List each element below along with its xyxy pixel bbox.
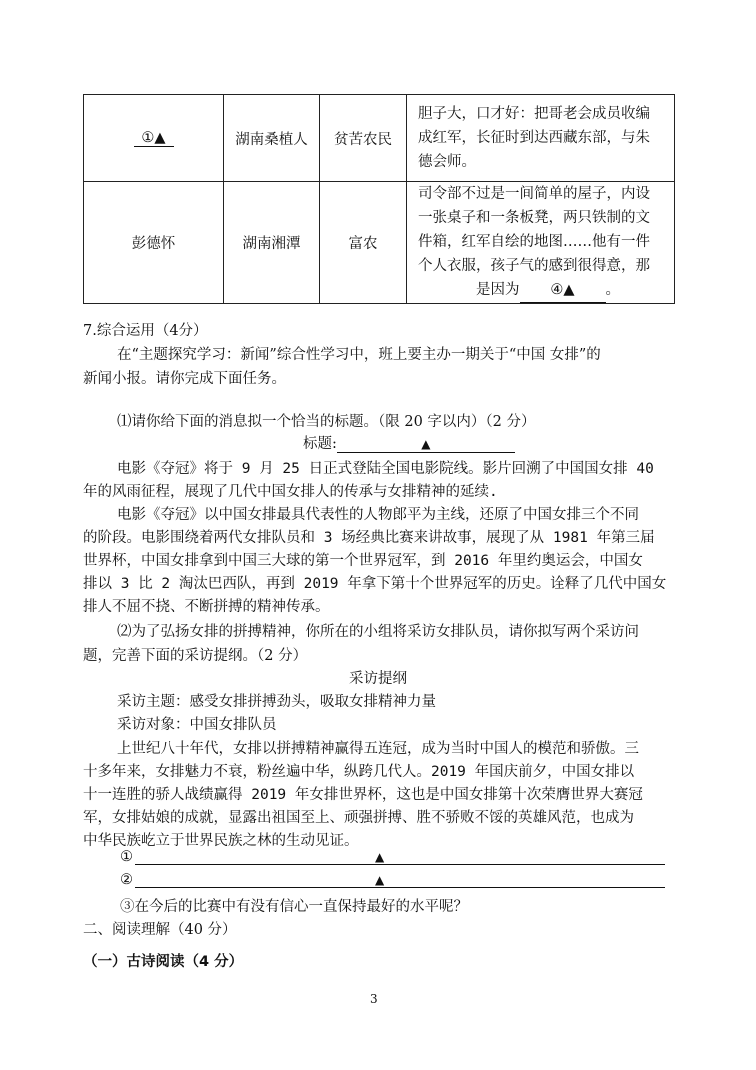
table-cell-name: ①▲ xyxy=(84,95,224,182)
news-paragraph-1: 电影《夺冠》将于 9 月 25 日正式登陆全国电影院线。影片回溯了中国国女排 40 xyxy=(117,461,654,477)
question-2-mark: ② xyxy=(120,872,133,888)
question-1-blank-mark: ▲ xyxy=(375,850,385,864)
news-paragraph-2: 电影《夺冠》以中国女排最具代表性的人物郎平为主线，还原了中国女排三个不同 xyxy=(117,507,639,523)
page-number: 3 xyxy=(370,992,378,1006)
task-1-prompt: ⑴请你给下面的消息拟一个恰当的标题。（限 20 字以内）（2 分） xyxy=(117,414,536,430)
question-2-blank-mark: ▲ xyxy=(375,873,385,887)
table-row xyxy=(84,95,675,182)
task-2-prompt-cont: 题，完善下面的采访提纲。（2 分） xyxy=(83,648,308,664)
question-7-intro: 在“主题探究学习：新闻”综合性学习中，班上要主办一期关于“中国 女排”的 xyxy=(117,347,601,363)
question-2-answer-line xyxy=(135,887,665,888)
table-cell-description: 司令部不过是一间简单的屋子，内设 一张桌子和一条板凳，两只铁制的文 件箱，红军自绘的地图……他有一件 个人衣服，孩子气的感到很得意，那 是因为 ④▲ 。 xyxy=(407,182,675,304)
question-1-mark: ① xyxy=(120,849,133,865)
news-paragraph-2-cont: 的阶段。电影围绕着两代女排队员和 3 场经典比赛来讲故事，展现了从 1981 年第三届 xyxy=(83,530,655,546)
news-paragraph-2-cont: 排人不屈不挠、不断拼搏的精神传承。 xyxy=(83,599,330,615)
table-cell-origin: 富农 xyxy=(320,182,407,304)
table-cell-hometown: 湖南桑植人 xyxy=(224,95,320,182)
background-paragraph-cont: 中华民族屹立于世界民族之林的生动见证。 xyxy=(83,833,359,849)
interview-theme: 采访主题：感受女排拼搏劲头，吸取女排精神力量 xyxy=(117,694,436,710)
interview-target: 采访对象：中国女排队员 xyxy=(117,717,277,733)
table-cell-name: 彭德怀 xyxy=(84,182,224,304)
table-cell-hometown: 湖南湘潭 xyxy=(224,182,320,304)
table-cell-description: 胆子大，口才好：把哥老会成员收编 成红军，长征时到达西藏东部，与朱 德会师。 xyxy=(407,95,675,182)
background-paragraph-cont: 军，女排姑娘的成就，显露出祖国至上、顽强拼搏、胜不骄败不馁的英雄风范，也成为 xyxy=(83,810,634,826)
headline-field xyxy=(303,432,515,453)
section-2-heading: 二、阅读理解（40 分） xyxy=(83,922,237,938)
question-7-intro-cont: 新闻小报。请你完成下面任务。 xyxy=(83,371,286,387)
news-paragraph-2-cont: 排以 3 比 2 淘汰巴西队，再到 2019 年拿下第十个世界冠军的历史。诠释了几代中国女 xyxy=(83,576,667,592)
question-7-heading: 7.综合运用（4分） xyxy=(83,323,208,339)
news-paragraph-1-cont: 年的风雨征程，展现了几代中国女排人的传承与女排精神的延续. xyxy=(83,484,498,500)
headline-blank: ▲ xyxy=(337,437,515,453)
question-3: ③在今后的比赛中有没有信心一直保持最好的水平呢？ xyxy=(120,899,468,915)
question-1-answer-line xyxy=(135,864,665,865)
headline-label: 标题: xyxy=(303,436,337,452)
character-table xyxy=(83,94,675,304)
background-paragraph-cont: 十多年来，女排魅力不衰，粉丝遍中华，纵跨几代人。2019 年国庆前夕，中国女排以 xyxy=(83,764,635,780)
table-row xyxy=(84,182,675,304)
background-paragraph: 上世纪八十年代，女排以拼搏精神赢得五连冠，成为当时中国人的模范和骄傲。三 xyxy=(117,741,639,757)
answer-blank-4: ④▲ xyxy=(520,278,606,303)
table-cell-origin: 贫苦农民 xyxy=(320,95,407,182)
news-paragraph-2-cont: 世界杯，中国女排拿到中国三大球的第一个世界冠军，到 2016 年里约奥运会，中国女 xyxy=(83,553,643,569)
task-2-prompt: ⑵为了弘扬女排的拼搏精神，你所在的小组将采访女排队员，请你拟写两个采访问 xyxy=(117,624,639,640)
background-paragraph-cont: 十一连胜的骄人战绩赢得 2019 年女排世界杯，这也是中国女排第十次荣膺世界大赛冠 xyxy=(83,787,643,803)
section-2-subheading: （一）古诗阅读（4 分） xyxy=(83,954,244,970)
outline-title: 采访提纲 xyxy=(349,671,407,687)
